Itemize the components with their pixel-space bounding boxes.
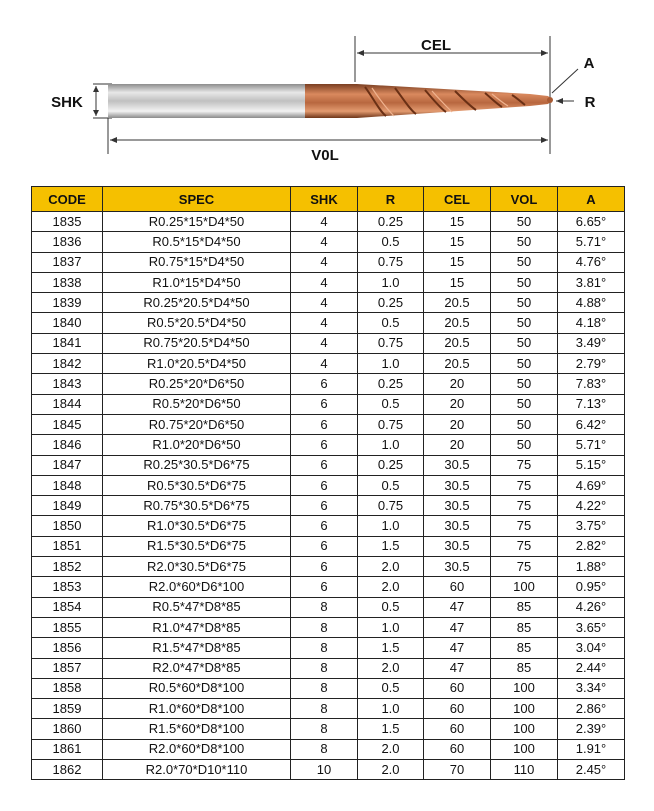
end-mill-diagram — [0, 0, 654, 180]
cell-r: 0.25 — [358, 212, 424, 232]
cell-vol: 50 — [491, 435, 558, 455]
header-code: CODE — [32, 187, 103, 212]
cell-vol: 75 — [491, 516, 558, 536]
cell-r: 1.0 — [358, 516, 424, 536]
table-row — [32, 293, 625, 313]
cell-r: 0.25 — [358, 455, 424, 475]
cell-shk: 4 — [291, 354, 358, 374]
cell-a: 4.22° — [558, 496, 625, 516]
cell-vol: 85 — [491, 638, 558, 658]
cell-shk: 6 — [291, 374, 358, 394]
cell-vol: 50 — [491, 212, 558, 232]
cell-cel: 20.5 — [424, 333, 491, 353]
cell-code: 1840 — [32, 313, 103, 333]
cell-shk: 6 — [291, 516, 358, 536]
cell-cel: 15 — [424, 272, 491, 292]
table-row — [32, 394, 625, 414]
cell-shk: 8 — [291, 597, 358, 617]
table-row — [32, 252, 625, 272]
cell-spec: R0.75*20*D6*50 — [103, 414, 291, 434]
shk-label: SHK — [51, 94, 83, 111]
cell-cel: 60 — [424, 699, 491, 719]
table-row — [32, 212, 625, 232]
cell-shk: 4 — [291, 212, 358, 232]
cell-cel: 70 — [424, 760, 491, 780]
cell-cel: 30.5 — [424, 557, 491, 577]
cell-cel: 20 — [424, 435, 491, 455]
cell-shk: 6 — [291, 394, 358, 414]
cell-cel: 20 — [424, 414, 491, 434]
cell-shk: 8 — [291, 658, 358, 678]
cell-cel: 20 — [424, 374, 491, 394]
cell-r: 0.5 — [358, 597, 424, 617]
table-row — [32, 638, 625, 658]
cell-spec: R1.0*20*D6*50 — [103, 435, 291, 455]
cell-a: 3.75° — [558, 516, 625, 536]
cell-shk: 8 — [291, 699, 358, 719]
angle-label: A — [583, 55, 595, 72]
cell-code: 1837 — [32, 252, 103, 272]
cell-vol: 100 — [491, 678, 558, 698]
header-vol: VOL — [491, 187, 558, 212]
table-row — [32, 719, 625, 739]
table-row — [32, 435, 625, 455]
cell-a: 4.76° — [558, 252, 625, 272]
cell-a: 2.39° — [558, 719, 625, 739]
cell-vol: 50 — [491, 313, 558, 333]
cell-vol: 100 — [491, 699, 558, 719]
cell-shk: 4 — [291, 333, 358, 353]
cell-a: 5.71° — [558, 232, 625, 252]
cell-spec: R1.5*60*D8*100 — [103, 719, 291, 739]
cell-spec: R2.0*60*D6*100 — [103, 577, 291, 597]
cell-shk: 8 — [291, 617, 358, 637]
cell-code: 1845 — [32, 414, 103, 434]
cell-shk: 6 — [291, 435, 358, 455]
table-body — [32, 212, 625, 780]
cell-vol: 85 — [491, 597, 558, 617]
cell-spec: R1.0*47*D8*85 — [103, 617, 291, 637]
cell-cel: 30.5 — [424, 475, 491, 495]
cell-spec: R0.75*30.5*D6*75 — [103, 496, 291, 516]
cell-shk: 10 — [291, 760, 358, 780]
cell-shk: 6 — [291, 557, 358, 577]
table-row — [32, 658, 625, 678]
cell-r: 1.0 — [358, 435, 424, 455]
spec-table — [31, 186, 625, 780]
cell-shk: 6 — [291, 577, 358, 597]
table-row — [32, 597, 625, 617]
table-row — [32, 516, 625, 536]
cell-cel: 30.5 — [424, 516, 491, 536]
cell-r: 0.75 — [358, 496, 424, 516]
cell-cel: 47 — [424, 638, 491, 658]
cell-vol: 75 — [491, 455, 558, 475]
cell-spec: R0.25*30.5*D6*75 — [103, 455, 291, 475]
cel-label: CEL — [421, 37, 451, 54]
cell-code: 1848 — [32, 475, 103, 495]
cell-code: 1849 — [32, 496, 103, 516]
cell-a: 7.83° — [558, 374, 625, 394]
cell-shk: 6 — [291, 536, 358, 556]
table-row — [32, 232, 625, 252]
cell-code: 1862 — [32, 760, 103, 780]
cell-code: 1835 — [32, 212, 103, 232]
cell-cel: 15 — [424, 232, 491, 252]
cell-cel: 47 — [424, 617, 491, 637]
cell-r: 0.5 — [358, 475, 424, 495]
table-row — [32, 617, 625, 637]
cell-vol: 75 — [491, 536, 558, 556]
cell-cel: 30.5 — [424, 455, 491, 475]
cell-a: 6.65° — [558, 212, 625, 232]
table-row — [32, 272, 625, 292]
vol-dimension — [108, 118, 548, 164]
table-row — [32, 333, 625, 353]
table-row — [32, 313, 625, 333]
table-header-row — [32, 187, 625, 212]
table-row — [32, 739, 625, 759]
cell-r: 1.5 — [358, 638, 424, 658]
cell-code: 1838 — [32, 272, 103, 292]
cell-spec: R0.25*20*D6*50 — [103, 374, 291, 394]
table-row — [32, 455, 625, 475]
cell-spec: R2.0*60*D8*100 — [103, 739, 291, 759]
cell-r: 0.5 — [358, 313, 424, 333]
cell-shk: 6 — [291, 475, 358, 495]
cell-cel: 20.5 — [424, 354, 491, 374]
cell-vol: 85 — [491, 658, 558, 678]
cell-a: 1.91° — [558, 739, 625, 759]
cell-shk: 8 — [291, 739, 358, 759]
cell-cel: 60 — [424, 739, 491, 759]
cell-cel: 20 — [424, 394, 491, 414]
cell-a: 3.49° — [558, 333, 625, 353]
cell-code: 1847 — [32, 455, 103, 475]
radius-label: R — [584, 94, 596, 111]
cell-cel: 60 — [424, 577, 491, 597]
header-shk: SHK — [291, 187, 358, 212]
cell-code: 1850 — [32, 516, 103, 536]
cell-r: 1.0 — [358, 617, 424, 637]
cell-spec: R0.5*30.5*D6*75 — [103, 475, 291, 495]
cell-cel: 30.5 — [424, 536, 491, 556]
cell-shk: 8 — [291, 638, 358, 658]
cell-a: 5.15° — [558, 455, 625, 475]
header-a: A — [558, 187, 625, 212]
cell-shk: 4 — [291, 313, 358, 333]
cell-a: 3.65° — [558, 617, 625, 637]
cell-a: 4.26° — [558, 597, 625, 617]
cell-spec: R1.0*30.5*D6*75 — [103, 516, 291, 536]
radius-callout — [556, 94, 596, 111]
cell-r: 0.75 — [358, 333, 424, 353]
cell-vol: 50 — [491, 272, 558, 292]
cell-code: 1860 — [32, 719, 103, 739]
table-row — [32, 374, 625, 394]
cell-r: 0.25 — [358, 374, 424, 394]
cell-r: 2.0 — [358, 577, 424, 597]
cell-r: 0.5 — [358, 678, 424, 698]
cell-vol: 50 — [491, 232, 558, 252]
cell-r: 1.0 — [358, 272, 424, 292]
cell-code: 1852 — [32, 557, 103, 577]
table-row — [32, 678, 625, 698]
cell-vol: 110 — [491, 760, 558, 780]
cell-shk: 4 — [291, 272, 358, 292]
table-row — [32, 557, 625, 577]
cell-code: 1861 — [32, 739, 103, 759]
cell-r: 0.75 — [358, 252, 424, 272]
table-row — [32, 577, 625, 597]
cell-r: 1.5 — [358, 719, 424, 739]
cell-r: 0.5 — [358, 394, 424, 414]
cell-code: 1843 — [32, 374, 103, 394]
cell-vol: 75 — [491, 557, 558, 577]
cell-spec: R0.5*20.5*D4*50 — [103, 313, 291, 333]
cell-shk: 4 — [291, 252, 358, 272]
cell-r: 1.0 — [358, 354, 424, 374]
cell-spec: R1.0*20.5*D4*50 — [103, 354, 291, 374]
cell-code: 1856 — [32, 638, 103, 658]
cell-vol: 50 — [491, 333, 558, 353]
cell-a: 3.04° — [558, 638, 625, 658]
table-row — [32, 760, 625, 780]
table-row — [32, 414, 625, 434]
shk-dimension — [51, 84, 112, 118]
cell-vol: 100 — [491, 577, 558, 597]
cell-shk: 4 — [291, 232, 358, 252]
cell-spec: R0.75*20.5*D4*50 — [103, 333, 291, 353]
vol-label: V0L — [311, 147, 339, 164]
cell-shk: 6 — [291, 455, 358, 475]
cell-code: 1839 — [32, 293, 103, 313]
cell-cel: 60 — [424, 678, 491, 698]
cell-code: 1851 — [32, 536, 103, 556]
cell-code: 1846 — [32, 435, 103, 455]
cell-spec: R0.5*47*D8*85 — [103, 597, 291, 617]
cell-cel: 15 — [424, 212, 491, 232]
cell-code: 1842 — [32, 354, 103, 374]
cell-vol: 50 — [491, 354, 558, 374]
cell-r: 2.0 — [358, 658, 424, 678]
cell-cel: 15 — [424, 252, 491, 272]
cell-a: 2.45° — [558, 760, 625, 780]
cell-code: 1844 — [32, 394, 103, 414]
cell-shk: 6 — [291, 496, 358, 516]
cell-spec: R0.25*15*D4*50 — [103, 212, 291, 232]
cell-r: 0.75 — [358, 414, 424, 434]
cell-vol: 50 — [491, 414, 558, 434]
cell-a: 2.79° — [558, 354, 625, 374]
cell-vol: 75 — [491, 496, 558, 516]
cell-spec: R1.5*30.5*D6*75 — [103, 536, 291, 556]
cell-shk: 8 — [291, 678, 358, 698]
angle-callout — [552, 55, 595, 93]
cell-spec: R2.0*70*D10*110 — [103, 760, 291, 780]
cell-r: 2.0 — [358, 739, 424, 759]
cell-a: 3.81° — [558, 272, 625, 292]
cell-spec: R0.25*20.5*D4*50 — [103, 293, 291, 313]
cell-vol: 50 — [491, 252, 558, 272]
table-row — [32, 354, 625, 374]
cell-a: 3.34° — [558, 678, 625, 698]
cell-spec: R1.0*15*D4*50 — [103, 272, 291, 292]
cell-cel: 60 — [424, 719, 491, 739]
cell-a: 4.88° — [558, 293, 625, 313]
cell-a: 0.95° — [558, 577, 625, 597]
cell-cel: 47 — [424, 658, 491, 678]
cell-shk: 4 — [291, 293, 358, 313]
header-cel: CEL — [424, 187, 491, 212]
cell-vol: 100 — [491, 739, 558, 759]
cell-vol: 50 — [491, 374, 558, 394]
cell-spec: R1.5*47*D8*85 — [103, 638, 291, 658]
cell-spec: R1.0*60*D8*100 — [103, 699, 291, 719]
cell-spec: R2.0*47*D8*85 — [103, 658, 291, 678]
cell-code: 1854 — [32, 597, 103, 617]
cell-r: 0.5 — [358, 232, 424, 252]
cell-cel: 47 — [424, 597, 491, 617]
cell-cel: 20.5 — [424, 313, 491, 333]
cell-code: 1855 — [32, 617, 103, 637]
cell-r: 1.5 — [358, 536, 424, 556]
cell-shk: 6 — [291, 414, 358, 434]
cell-code: 1853 — [32, 577, 103, 597]
cell-code: 1841 — [32, 333, 103, 353]
cell-code: 1857 — [32, 658, 103, 678]
cell-a: 2.86° — [558, 699, 625, 719]
cell-spec: R0.75*15*D4*50 — [103, 252, 291, 272]
cell-r: 1.0 — [358, 699, 424, 719]
cell-a: 6.42° — [558, 414, 625, 434]
cell-a: 1.88° — [558, 557, 625, 577]
cell-vol: 75 — [491, 475, 558, 495]
cell-a: 5.71° — [558, 435, 625, 455]
cell-code: 1859 — [32, 699, 103, 719]
cell-spec: R0.5*60*D8*100 — [103, 678, 291, 698]
cell-r: 2.0 — [358, 760, 424, 780]
cell-r: 0.25 — [358, 293, 424, 313]
end-mill-tool — [108, 84, 553, 118]
cell-a: 4.18° — [558, 313, 625, 333]
cell-vol: 85 — [491, 617, 558, 637]
cell-shk: 8 — [291, 719, 358, 739]
cell-code: 1836 — [32, 232, 103, 252]
cell-spec: R0.5*20*D6*50 — [103, 394, 291, 414]
cell-code: 1858 — [32, 678, 103, 698]
cell-spec: R0.5*15*D4*50 — [103, 232, 291, 252]
cell-vol: 50 — [491, 394, 558, 414]
header-r: R — [358, 187, 424, 212]
table-row — [32, 475, 625, 495]
cell-spec: R2.0*30.5*D6*75 — [103, 557, 291, 577]
table-row — [32, 699, 625, 719]
cell-r: 2.0 — [358, 557, 424, 577]
table-row — [32, 496, 625, 516]
cell-vol: 50 — [491, 293, 558, 313]
cell-a: 2.44° — [558, 658, 625, 678]
cell-cel: 30.5 — [424, 496, 491, 516]
table-row — [32, 536, 625, 556]
cell-a: 7.13° — [558, 394, 625, 414]
cell-a: 4.69° — [558, 475, 625, 495]
cell-cel: 20.5 — [424, 293, 491, 313]
cell-a: 2.82° — [558, 536, 625, 556]
cell-vol: 100 — [491, 719, 558, 739]
header-spec: SPEC — [103, 187, 291, 212]
